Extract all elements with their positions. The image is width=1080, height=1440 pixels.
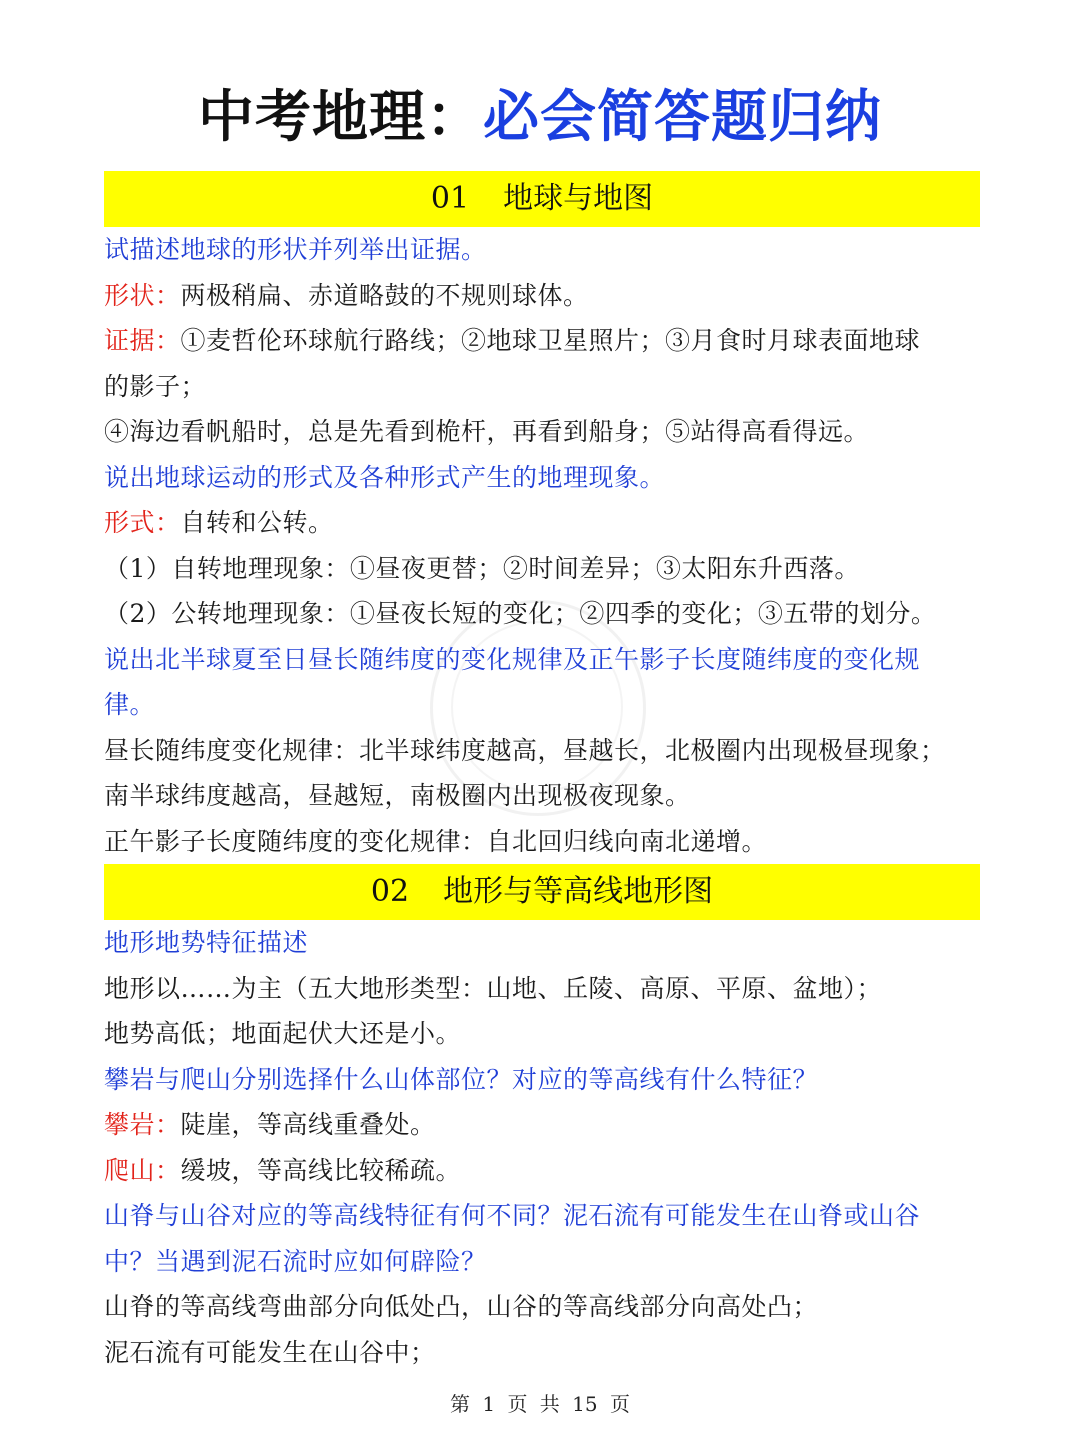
answer-rock-climbing [104, 1102, 980, 1148]
label-form: 形式： [104, 508, 181, 537]
section-header-02 [104, 864, 980, 920]
question-earth-motion: 说出地球运动的形式及各种形式产生的地理现象。 [104, 462, 666, 492]
answer-evidence-cont: 的影子； [104, 371, 207, 401]
title-prefix: 中考地理： [198, 85, 483, 150]
answer-terrain-l1: 地形以……为主（五大地形类型：山地、丘陵、高原、平原、盆地）； [104, 973, 883, 1003]
answer-revolution: （2）公转地理现象：①昼夜长短的变化；②四季的变化；③五带的划分。 [104, 599, 937, 628]
answer-terrain-l2: 地势高低；地面起伏大还是小。 [104, 1019, 462, 1048]
answer-ridge-valley-l2: 泥石流有可能发生在山谷中； [104, 1337, 436, 1367]
label-rock-climbing: 攀岩： [104, 1110, 181, 1139]
section-number: 01 [430, 181, 470, 216]
question-daylength-l1: 说出北半球夏至日昼长随纬度的变化规律及正午影子长度随纬度的变化规 [104, 644, 921, 674]
question-earth-shape: 试描述地球的形状并列举出证据。 [104, 235, 487, 264]
document-body [104, 171, 980, 1375]
answer-evidence [104, 318, 980, 364]
title-main: 必会简答题归纳 [483, 85, 882, 150]
question-climbing: 攀岩与爬山分别选择什么山体部位？对应的等高线有什么特征？ [104, 1064, 819, 1094]
text-form: 自转和公转。 [180, 508, 334, 537]
page-title [0, 78, 1080, 158]
question-ridge-valley-l1: 山脊与山谷对应的等高线特征有何不同？泥石流有可能发生在山脊或山谷 [104, 1201, 921, 1230]
text-rock-climbing: 陡崖，等高线重叠处。 [180, 1110, 436, 1139]
answer-daylength-l2: 南半球纬度越高，昼越短，南极圈内出现极夜现象。 [104, 781, 691, 810]
section-title: 地球与地图 [503, 181, 654, 216]
section-title: 地形与等高线地形图 [443, 874, 714, 909]
answer-hiking [104, 1148, 980, 1194]
page-footer: 第 1 页 共 15 页 [450, 1392, 630, 1416]
text-hiking: 缓坡，等高线比较稀疏。 [180, 1155, 462, 1185]
label-hiking: 爬山： [104, 1155, 181, 1185]
answer-rotation: （1）自转地理现象：①昼夜更替；②时间差异；③太阳东升西落。 [104, 553, 860, 583]
answer-shape [104, 273, 980, 319]
section-number: 02 [370, 874, 410, 909]
label-shape: 形状： [104, 280, 181, 310]
answer-ridge-valley-l1: 山脊的等高线弯曲部分向低处凸，山谷的等高线部分向高处凸； [104, 1292, 819, 1321]
answer-daylength-l1: 昼长随纬度变化规律：北半球纬度越高，昼越长，北极圈内出现极昼现象； [104, 735, 946, 765]
question-daylength-l2: 律。 [104, 690, 156, 719]
answer-shadow: 正午影子长度随纬度的变化规律：自北回归线向南北递增。 [104, 826, 768, 856]
answer-form [104, 500, 980, 546]
label-evidence: 证据： [104, 326, 181, 355]
section-header-01 [104, 171, 980, 227]
text-evidence: ①麦哲伦环球航行路线；②地球卫星照片；③月食时月球表面地球 [180, 326, 921, 355]
question-terrain: 地形地势特征描述 [104, 928, 309, 957]
answer-evidence-4: ④海边看帆船时，总是先看到桅杆，再看到船身；⑤站得高看得远。 [104, 417, 870, 446]
text-shape: 两极稍扁、赤道略鼓的不规则球体。 [180, 280, 589, 310]
question-ridge-valley-l2: 中？当遇到泥石流时应如何辟险？ [104, 1246, 487, 1276]
